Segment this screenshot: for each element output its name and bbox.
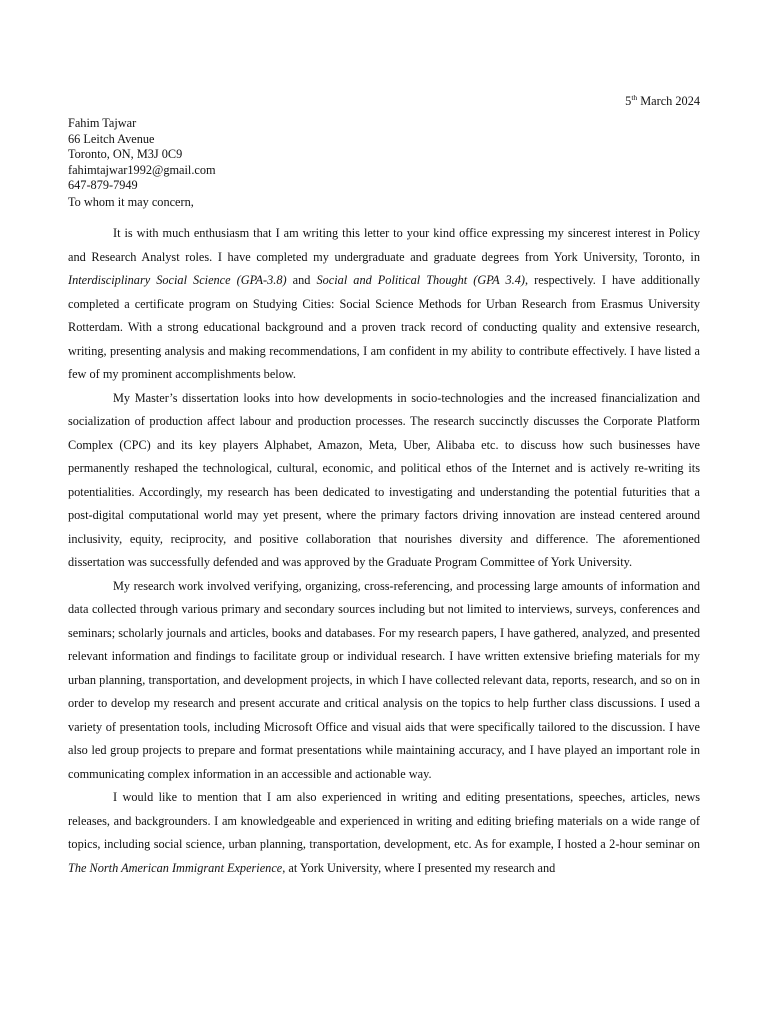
p4-text-c: , at York University, where I presented my research and	[282, 860, 556, 875]
p1-text-c: and	[286, 273, 317, 287]
p1-degree-undergrad: Interdisciplinary Social Science (GPA-3.8)	[68, 273, 287, 287]
p1-text-a: It is with much enthusiasm that I am writing this letter to your kind office expressing my sincerest interest in Policy and Research Analyst roles. I have completed my undergraduate and graduate degrees from York University, Toronto, in	[68, 226, 700, 264]
p4-seminar-title: The North American Immigrant Experience	[68, 860, 283, 875]
sender-street: 66 Leitch Avenue	[68, 131, 155, 146]
sender-address	[68, 116, 468, 194]
sender-email: fahimtajwar1992@gmail.com	[68, 162, 216, 177]
salutation: To whom it may concern,	[68, 195, 194, 209]
paragraph-intro	[68, 222, 700, 387]
sender-phone: 647-879-7949	[68, 178, 138, 192]
date-month-year: March 2024	[637, 94, 700, 108]
paragraph-writing	[68, 786, 700, 880]
sender-city: Toronto, ON, M3J 0C9	[68, 147, 183, 161]
p1-text-e: , respectively. I have additionally completed a certificate program on Studying Cities: Social Science Methods for Urban Research from Erasmus University Rotterdam. With a strong educational background and a proven track record of conducting quality and extensive research, writing, presenting analysis and making recommendations, I am confident in my ability to contribute effectively. I have listed a few of my prominent accomplishments below.	[68, 273, 700, 381]
paragraph-research: My research work involved verifying, organizing, cross-referencing, and processing large amounts of information and data collected through various primary and secondary sources including but not limited to interviews, surveys, conferences and seminars; scholarly journals and articles, books and databases. For my research papers, I have gathered, analyzed, and presented relevant information and findings to facilitate group or individual research. I have written extensive briefing materials for my urban planning, transportation, and development projects, in which I have collected relevant data, reports, research, and so on in order to develop my research and present accurate and critical analysis on the topics to help further class discussions. I used a variety of presentation tools, including Microsoft Office and visual aids that were specifically tailored to the discussion. I have also led group projects to prepare and format presentations while maintaining accuracy, and I have played an important role in communicating complex information in an accessible and actionable way.	[68, 578, 700, 781]
letter-body	[68, 222, 700, 880]
sender-name: Fahim Tajwar	[68, 116, 137, 130]
p1-degree-grad: Social and Political Thought (GPA 3.4)	[316, 273, 525, 287]
date-suffix: th	[631, 92, 638, 102]
letter-date	[625, 93, 700, 109]
p4-text-a: I would like to mention that I am also experienced in writing and editing presentations, speeches, articles, news releases, and backgrounders. I am knowledgeable and experienced in writing and editing briefing materials on a wide range of topics, including social science, urban planning, transportation, development, etc. As for example, I hosted a 2-hour seminar on	[68, 790, 700, 851]
paragraph-dissertation: My Master’s dissertation looks into how developments in socio-technologies and the increased financialization and socialization of production affect labour and production processes. The research succinctly discusses the Corporate Platform Complex (CPC) and its key players Alphabet, Amazon, Meta, Uber, Alibaba etc. to discuss how such businesses have permanently reshaped the technological, cultural, economic, and political ethos of the Internet and is actively re-writing its potentialities. Accordingly, my research has been dedicated to investigating and understanding the potential futurities that a post-digital computational world may yet present, where the primary factors driving innovation are instead centered around inclusivity, equity, reciprocity, and positive collaboration that nourishes diversity and difference. The aforementioned dissertation was successfully defended and was approved by the Graduate Program Committee of York University.	[68, 390, 700, 569]
date-day: 5	[625, 94, 632, 108]
